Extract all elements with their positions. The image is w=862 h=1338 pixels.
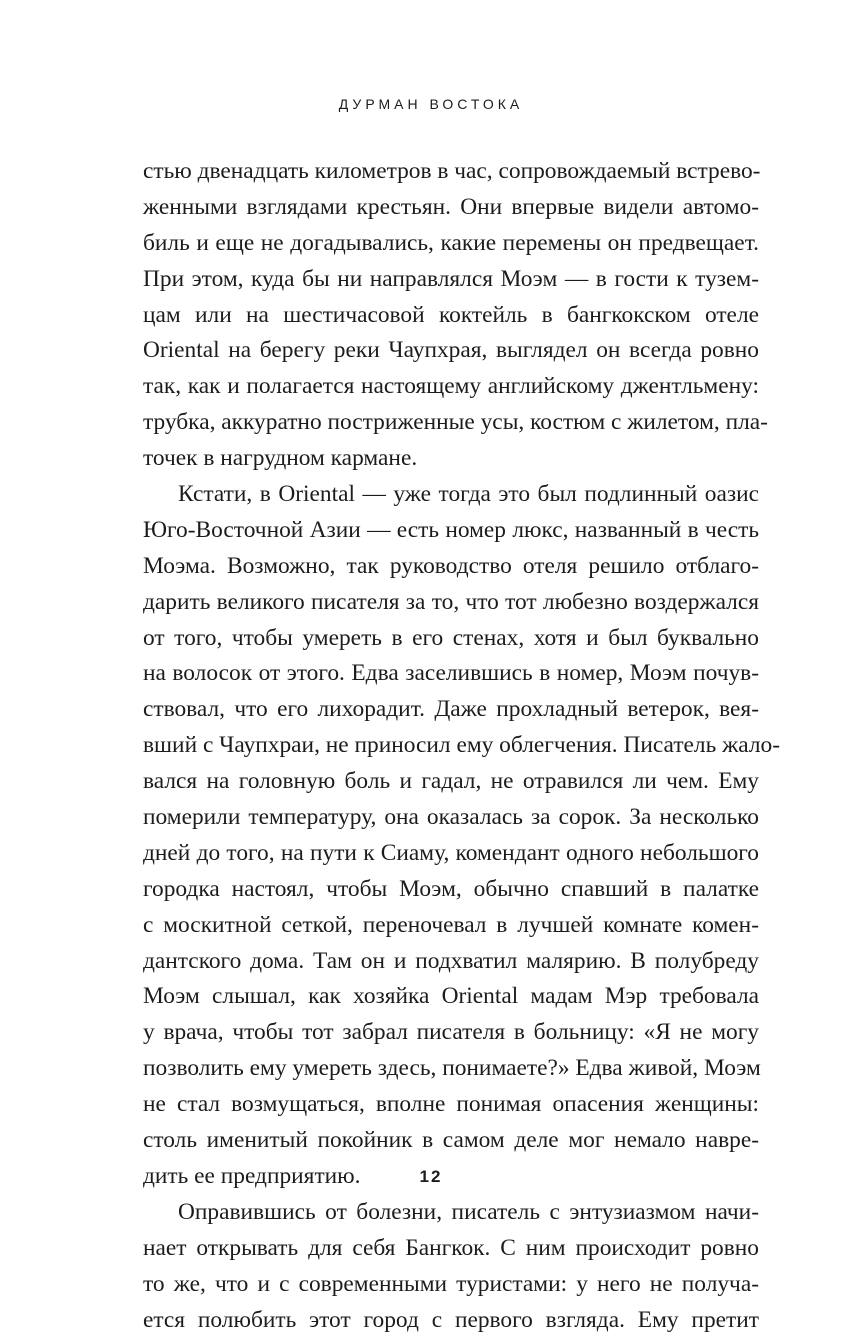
- body-text: [143, 154, 759, 1338]
- text-line: дантского дома. Там он и подхватил малярию. В полубреду: [143, 944, 759, 980]
- text-line: Оправившись от болезни, писатель с энтузиазмом начи-: [143, 1195, 759, 1231]
- text-line: позволить ему умереть здесь, понимаете?» Едва живой, Моэм: [143, 1051, 759, 1087]
- text-line: от того, чтобы умереть в его стенах, хотя и был буквально: [143, 621, 759, 657]
- text-line: так, как и полагается настоящему английскому джентльмену:: [143, 369, 759, 405]
- text-line: цам или на шестичасовой коктейль в бангкокском отеле: [143, 298, 759, 334]
- text-line: При этом, куда бы ни направлялся Моэм — в гости к тузем-: [143, 262, 759, 298]
- text-line: ствовал, что его лихорадит. Даже прохладный ветерок, вея-: [143, 692, 759, 728]
- text-line: Кстати, в Oriental — уже тогда это был подлинный оазис: [143, 477, 759, 513]
- text-line: трубка, аккуратно постриженные усы, костюм с жилетом, пла-: [143, 405, 759, 441]
- running-head: ДУРМАН ВОСТОКА: [0, 96, 862, 112]
- text-line: Моэма. Возможно, так руководство отеля решило отблаго-: [143, 549, 759, 585]
- paragraph-3: [143, 1195, 759, 1338]
- text-line: Юго-Восточной Азии — есть номер люкс, названный в честь: [143, 513, 759, 549]
- text-line: Моэм слышал, как хозяйка Oriental мадам Мэр требовала: [143, 979, 759, 1015]
- text-line: точек в нагрудном кармане.: [143, 441, 759, 477]
- page-number: 12: [0, 1167, 862, 1187]
- text-line: нает открывать для себя Бангкок. С ним происходит ровно: [143, 1231, 759, 1267]
- text-line: на волосок от этого. Едва заселившись в номер, Моэм почув-: [143, 656, 759, 692]
- text-line: не стал возмущаться, вполне понимая опасения женщины:: [143, 1087, 759, 1123]
- text-line: ется полюбить этот город с первого взгляда. Ему претит: [143, 1303, 759, 1338]
- text-line: вался на головную боль и гадал, не отравился ли чем. Ему: [143, 764, 759, 800]
- paragraph-1: [143, 154, 759, 477]
- text-line: Oriental на берегу реки Чаупхрая, выглядел он всегда ровно: [143, 333, 759, 369]
- text-line: дарить великого писателя за то, что тот любезно воздержался: [143, 585, 759, 621]
- paragraph-2: [143, 477, 759, 1195]
- text-line: вший с Чаупхраи, не приносил ему облегчения. Писатель жало-: [143, 728, 759, 764]
- text-line: дить ее предприятию.: [143, 1159, 759, 1195]
- text-line: биль и еще не догадывались, какие перемены он предвещает.: [143, 226, 759, 262]
- text-line: дней до того, на пути к Сиаму, комендант одного небольшого: [143, 836, 759, 872]
- text-line: стью двенадцать километров в час, сопровождаемый встрево-: [143, 154, 759, 190]
- text-line: у врача, чтобы тот забрал писателя в больницу: «Я не могу: [143, 1015, 759, 1051]
- text-line: женными взглядами крестьян. Они впервые видели автомо-: [143, 190, 759, 226]
- text-line: то же, что и с современными туристами: у него не получа-: [143, 1267, 759, 1303]
- text-line: с москитной сеткой, переночевал в лучшей комнате комен-: [143, 908, 759, 944]
- text-line: столь именитый покойник в самом деле мог немало навре-: [143, 1123, 759, 1159]
- text-line: городка настоял, чтобы Моэм, обычно спавший в палатке: [143, 872, 759, 908]
- text-line: померили температуру, она оказалась за сорок. За несколько: [143, 800, 759, 836]
